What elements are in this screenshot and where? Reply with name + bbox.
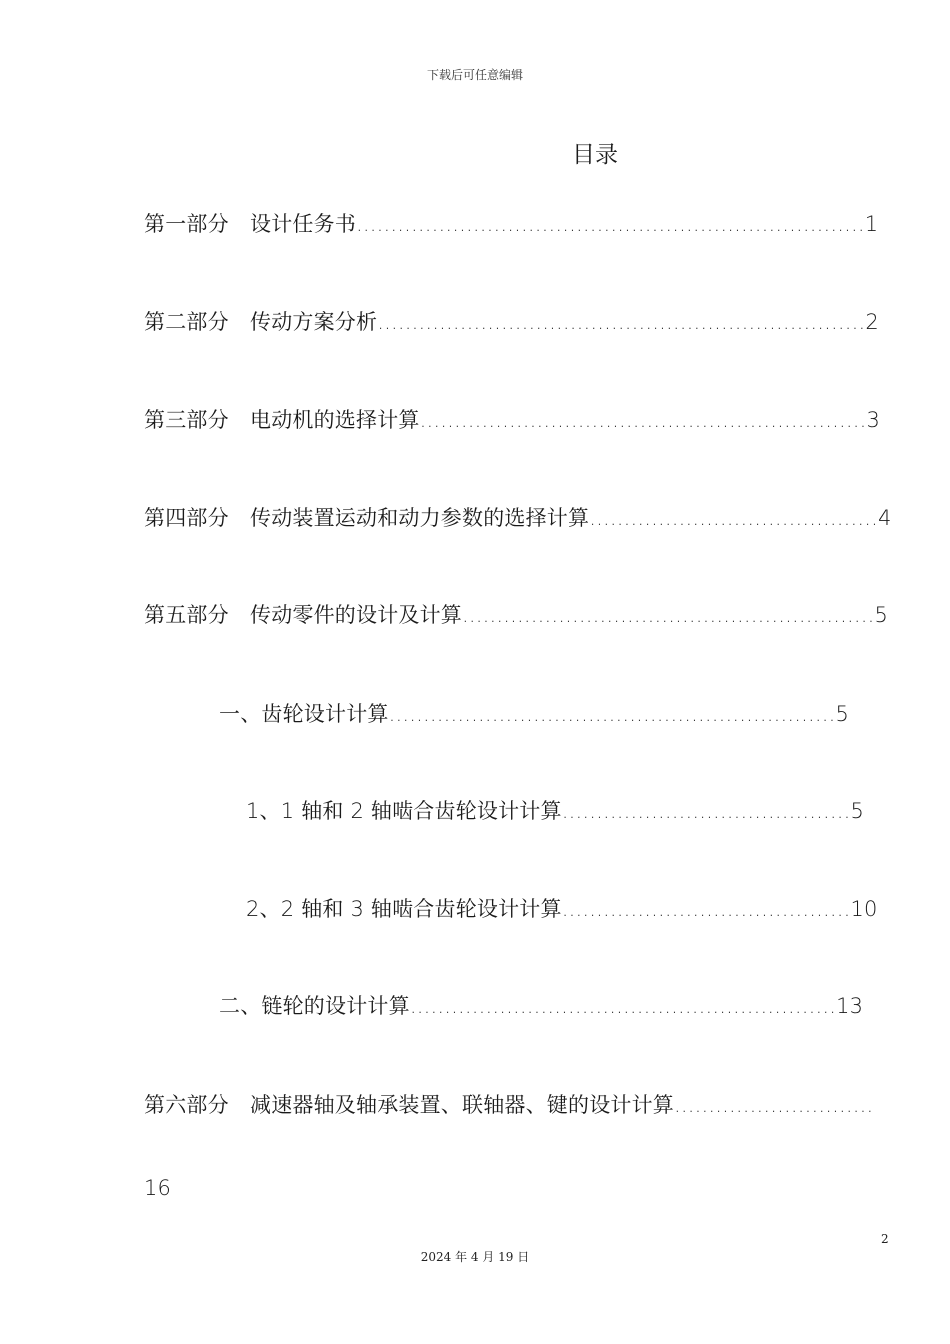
toc-entry-part-5 bbox=[144, 599, 888, 629]
toc-entry-label: 第三部分 电动机的选择计算 bbox=[144, 408, 420, 432]
toc-page-number: 5 bbox=[874, 603, 889, 627]
toc-leader-dots: ................................................................. bbox=[388, 702, 836, 726]
toc-leader-dots: ............................................................ bbox=[462, 603, 875, 627]
toc-entry-part-6-page bbox=[144, 1176, 171, 1200]
toc-leader-dots: .......................................... bbox=[561, 897, 851, 921]
toc-entry-gear-2-3 bbox=[246, 893, 878, 923]
toc-page-number: 13 bbox=[836, 994, 864, 1018]
toc-entry-label: 第四部分 传动装置运动和动力参数的选择计算 bbox=[144, 506, 590, 530]
toc-page-number: 1 bbox=[864, 212, 879, 236]
toc-leader-dots: .......................................................................... bbox=[356, 212, 865, 236]
toc-entry-label: 第六部分 减速器轴及轴承装置、联轴器、键的设计计算 bbox=[144, 1093, 674, 1117]
toc-entry-part-6 bbox=[144, 1089, 873, 1119]
toc-entry-label: 第五部分 传动零件的设计及计算 bbox=[144, 603, 462, 627]
toc-entry-label: 1、1 轴和 2 轴啮合齿轮设计计算 bbox=[246, 799, 562, 823]
toc-entry-gear-design bbox=[219, 698, 849, 728]
toc-page-number: 4 bbox=[877, 506, 892, 530]
toc-leader-dots: .......................................... bbox=[589, 506, 878, 530]
page-number: 2 bbox=[881, 1232, 889, 1246]
toc-leader-dots: ................................................................. bbox=[419, 408, 867, 432]
toc-entry-label: 第二部分 传动方案分析 bbox=[144, 310, 378, 334]
toc-page-number: 5 bbox=[835, 702, 850, 726]
toc-page-number: 2 bbox=[865, 310, 879, 334]
toc-leader-dots: ....................................................................... bbox=[377, 310, 866, 334]
toc-entry-label: 二、链轮的设计计算 bbox=[219, 994, 410, 1018]
toc-entry-part-1 bbox=[144, 208, 878, 238]
toc-entry-sprocket-design bbox=[219, 990, 863, 1020]
toc-entry-part-4 bbox=[144, 502, 892, 532]
toc-page-number: 3 bbox=[866, 408, 881, 432]
toc-entry-gear-1-2 bbox=[246, 795, 864, 825]
toc-entry-part-3 bbox=[144, 404, 880, 434]
toc-page-number: 10 bbox=[850, 897, 878, 921]
toc-entry-part-2 bbox=[144, 306, 879, 336]
toc-title: 目录 bbox=[572, 142, 618, 168]
toc-entry-label: 16 bbox=[144, 1176, 172, 1200]
toc-page-number: 5 bbox=[850, 799, 865, 823]
page-footer-date: 2024 年 4 月 19 日 bbox=[420, 1250, 530, 1264]
page-header-note: 下载后可任意编辑 bbox=[426, 68, 523, 82]
toc-leader-dots: .......................................... bbox=[561, 799, 851, 823]
toc-leader-dots: ............................. bbox=[674, 1093, 874, 1117]
toc-entry-label: 一、齿轮设计计算 bbox=[219, 702, 389, 726]
toc-entry-label: 2、2 轴和 3 轴啮合齿轮设计计算 bbox=[246, 897, 562, 921]
toc-leader-dots: .............................................................. bbox=[409, 994, 837, 1018]
toc-entry-label: 第一部分 设计任务书 bbox=[144, 212, 356, 236]
